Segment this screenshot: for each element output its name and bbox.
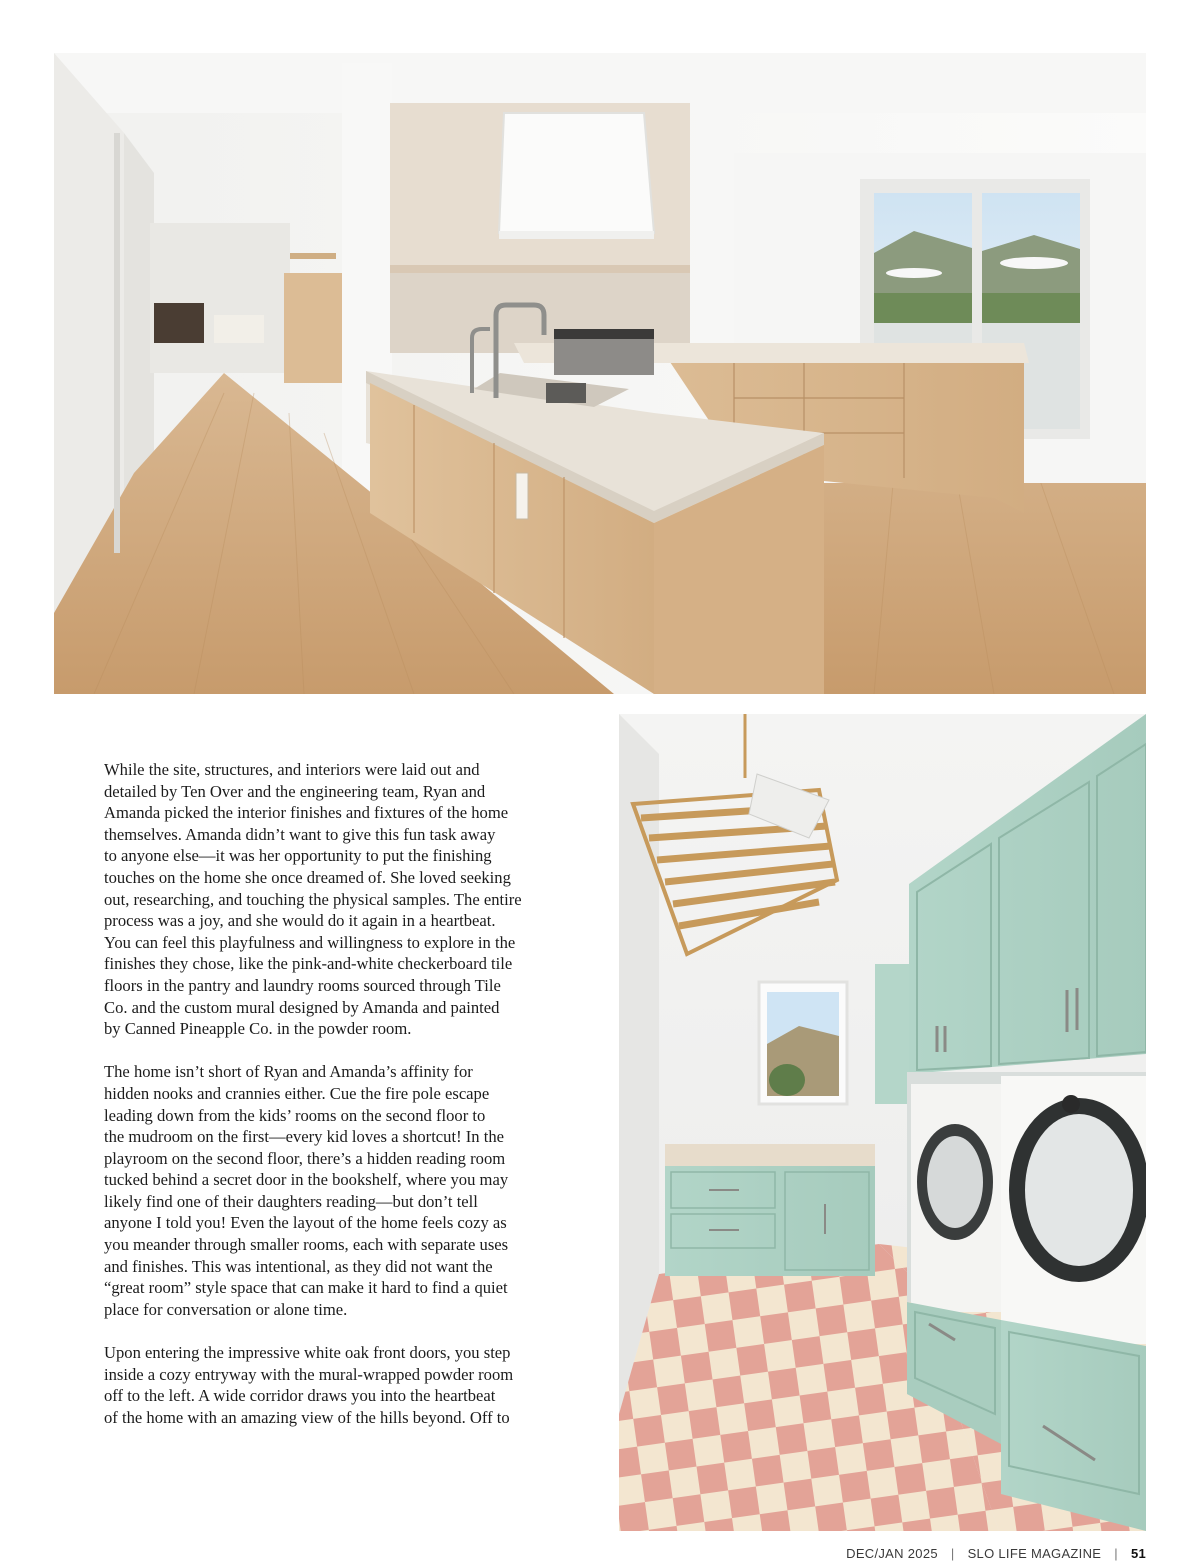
text-line: likely find one of their daughters reading—but don’t tell xyxy=(104,1191,478,1211)
text-line: off to the left. A wide corridor draws you into the heartbeat xyxy=(104,1386,496,1406)
text-line: by Canned Pineapple Co. in the powder room. xyxy=(104,1019,412,1039)
text-line: the mudroom on the first—every kid loves a shortcut! In the xyxy=(104,1127,505,1147)
footer-separator: | xyxy=(950,1546,955,1561)
text-line: to anyone else—it was her opportunity to put the finishing xyxy=(104,846,492,866)
text-line: and finishes. This was intentional, as they did not want the xyxy=(104,1256,493,1276)
text-line: out, researching, and touching the physical samples. The entire xyxy=(104,889,522,909)
text-line: process was a joy, and she would do it again in a heartbeat. xyxy=(104,911,496,931)
text-line: touches on the home she once dreamed of. She loved seeking xyxy=(104,867,511,887)
text-line: The home isn’t short of Ryan and Amanda’s affinity for xyxy=(104,1062,473,1082)
text-line: of the home with an amazing view of the hills beyond. Off to xyxy=(104,1407,510,1427)
text-line: anyone I told you! Even the layout of the home feels cozy as xyxy=(104,1213,507,1233)
footer-separator: | xyxy=(1114,1546,1118,1561)
magazine-name: SLO LIFE MAGAZINE xyxy=(967,1546,1102,1561)
text-line: tucked behind a secret door in the bookshelf, where you may xyxy=(104,1170,509,1190)
text-line: leading down from the kids’ rooms on the second floor to xyxy=(104,1105,486,1125)
text-line: you meander through smaller rooms, each with separate uses xyxy=(104,1235,509,1255)
text-line: hidden nooks and crannies either. Cue the fire pole escape xyxy=(104,1083,490,1103)
paragraph-3 xyxy=(104,1342,556,1428)
article-body xyxy=(104,759,556,1450)
text-line: inside a cozy entryway with the mural-wrapped powder room xyxy=(104,1364,514,1384)
text-line: place for conversation or alone time. xyxy=(104,1299,348,1319)
page-number: 51 xyxy=(1130,1546,1146,1561)
text-line: You can feel this playfulness and willingness to explore in the xyxy=(104,932,516,952)
text-line: While the site, structures, and interiors were laid out and xyxy=(104,760,480,779)
page-footer xyxy=(846,1546,1146,1561)
text-line: detailed by Ten Over and the engineering team, Ryan and xyxy=(104,781,486,801)
text-line: floors in the pantry and laundry rooms sourced through Tile xyxy=(104,975,501,995)
issue-date: DEC/JAN 2025 xyxy=(846,1546,938,1561)
text-line: playroom on the second floor, there’s a hidden reading room xyxy=(104,1148,506,1168)
text-line: “great room” style space that can make it hard to find a quiet xyxy=(104,1278,508,1298)
kitchen-photo xyxy=(54,53,1146,694)
paragraph-2 xyxy=(104,1061,556,1320)
text-line: finishes they chose, like the pink-and-white checkerboard tile xyxy=(104,954,513,974)
text-line: Co. and the custom mural designed by Amanda and painted xyxy=(104,997,500,1017)
paragraph-1 xyxy=(104,759,556,1040)
laundry-room-photo xyxy=(619,714,1146,1531)
text-line: Amanda picked the interior finishes and fixtures of the home xyxy=(104,803,509,823)
text-line: themselves. Amanda didn’t want to give this fun task away xyxy=(104,824,496,844)
text-line: Upon entering the impressive white oak front doors, you step xyxy=(104,1343,511,1363)
